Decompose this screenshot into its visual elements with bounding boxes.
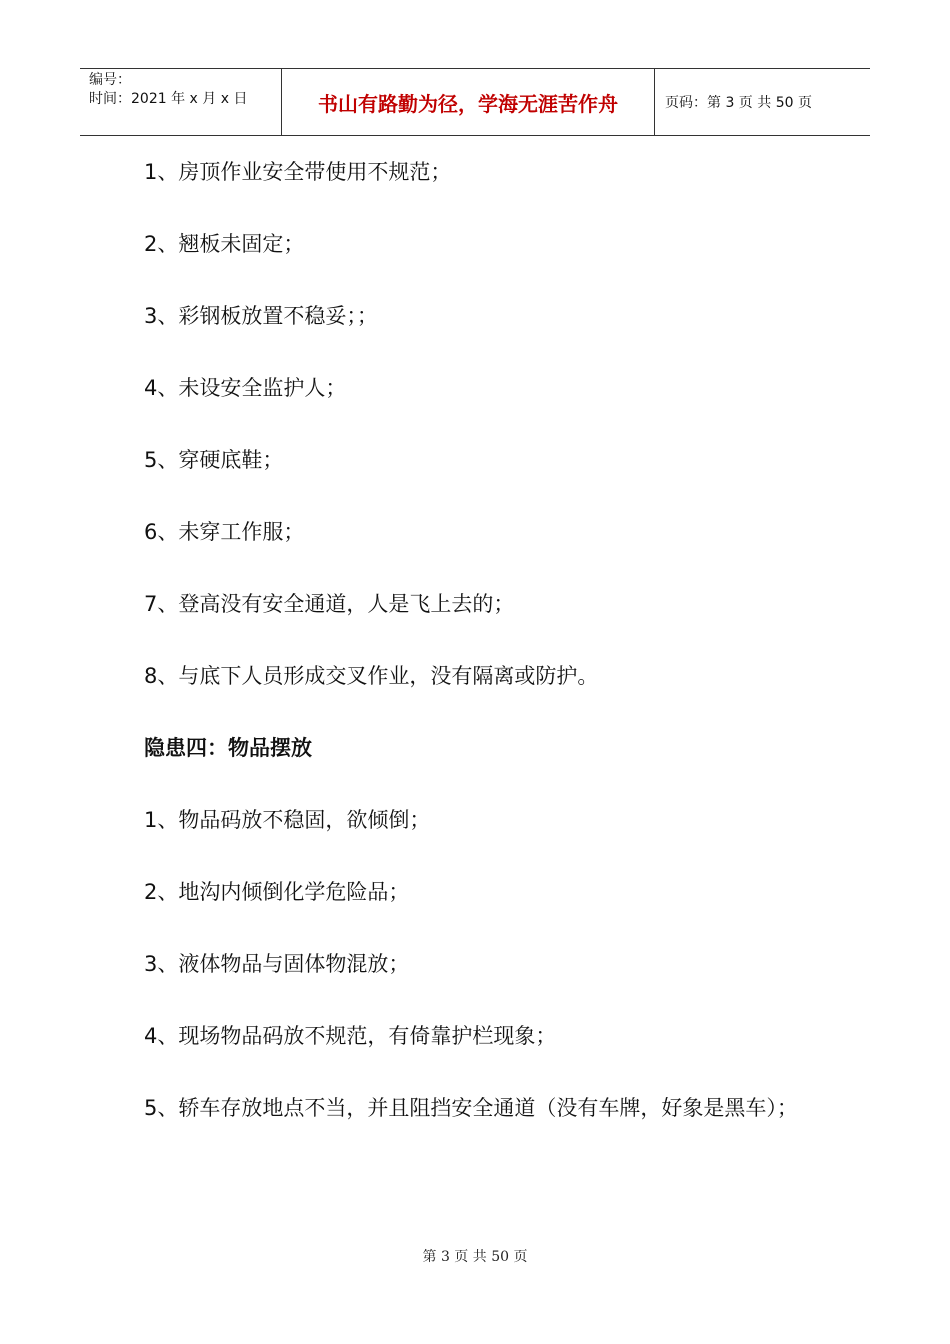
list-item: 1、房顶作业安全带使用不规范；	[144, 160, 452, 184]
page-footer: 第 3 页 共 50 页	[422, 1249, 528, 1265]
list-item: 6、未穿工作服；	[144, 520, 305, 544]
list-item: 3、液体物品与固体物混放；	[144, 952, 410, 976]
list-item: 2、翘板未固定；	[144, 232, 305, 256]
header-meta	[80, 69, 282, 135]
list-item: 1、物品码放不稳固，欲倾倒；	[144, 808, 431, 832]
list-item: 8、与底下人员形成交叉作业，没有隔离或防护。	[144, 664, 599, 688]
list-item: 4、现场物品码放不规范，有倚靠护栏现象；	[144, 1024, 557, 1048]
list-item: 7、登高没有安全通道，人是飞上去的；	[144, 592, 515, 616]
document-number-label: 编号：	[89, 72, 131, 88]
list-item: 2、地沟内倾倒化学危险品；	[144, 880, 410, 904]
document-date-label: 时间：2021 年 x 月 x 日	[89, 91, 248, 107]
document-body	[144, 160, 804, 1180]
page-header	[80, 68, 870, 136]
list-item: 3、彩钢板放置不稳妥；；	[144, 304, 378, 328]
header-motto: 书山有路勤为径，学海无涯苦作舟	[282, 69, 655, 135]
list-item: 5、轿车存放地点不当，并且阻挡安全通道（没有车牌，好象是黑车）；	[144, 1096, 798, 1120]
list-item: 5、穿硬底鞋；	[144, 448, 284, 472]
header-page-info: 页码：第 3 页 共 50 页	[665, 95, 812, 111]
section-heading: 隐患四：物品摆放	[144, 736, 312, 760]
list-item: 4、未设安全监护人；	[144, 376, 347, 400]
